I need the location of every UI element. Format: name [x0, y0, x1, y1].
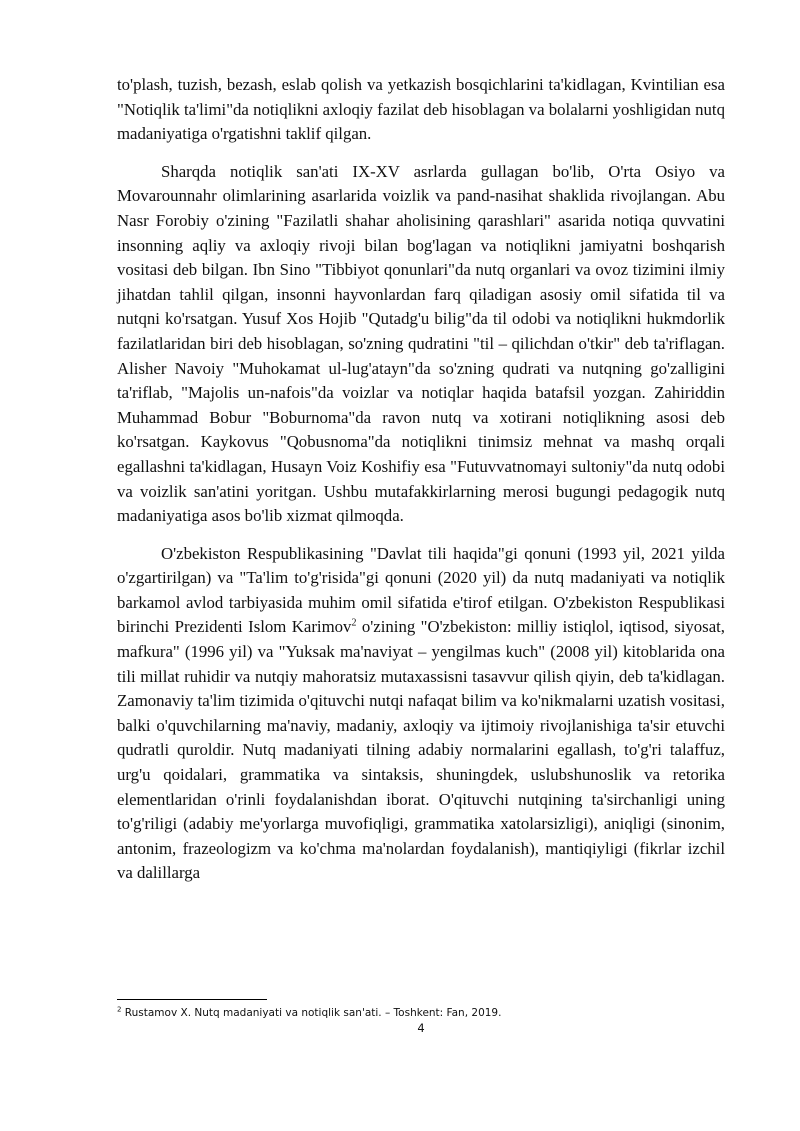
page-number: 4	[417, 1021, 425, 1035]
footnote-reference-mark[interactable]: 2	[351, 617, 357, 629]
body-text	[117, 73, 725, 899]
footnote-text: Rustamov X. Nutq madaniyati va notiqlik san'ati. – Toshkent: Fan, 2019.	[121, 1007, 502, 1019]
paragraph-uzbekistan-laws	[117, 542, 725, 886]
footnote	[117, 1006, 725, 1020]
footnote-mark: 2	[117, 1005, 122, 1014]
paragraph-continuation: to'plash, tuzish, bezash, eslab qolish va yetkazish bosqichlarini ta'kidlagan, Kvintilian esa "Notiqlik ta'limi"da notiqlikni axloqiy fazilat deb hisoblagan va bolalarni yoshligidan nutq madaniyatiga o'rgatishni taklif qilgan.	[117, 75, 725, 144]
footnote-separator	[117, 999, 267, 1000]
paragraph-text-after-ref: o'zining "O'zbekiston: milliy istiqlol, iqtisod, siyosat, mafkura" (1996 yil) va "Yuksak ma'naviyat – yengilmas kuch" (2008 yil) kitoblarida ona tili millat ruhidir va nutqiy mahoratsiz mutaxassisni tasavvur qilish qiyin, deb ta'kidlagan. Zamonaviy ta'lim tizimida o'qituvchi nutqi nafaqat bilim va ko'nikmalarni uzatish vositasi, balki o'quvchilarning ma'naviy, madaniy, axloqiy va ijtimoiy rivojlanishiga ta'sir etuvchi qudratli quroldir. Nutq madaniyati tilning adabiy normalarini egallash, to'g'ri talaffuz, urg'u qoidalari, grammatika va sintaksis, shuningdek, uslubshunoslik va retorika elementlaridan o'rinli foydalanishdan iborat. O'qituvchi nutqining ta'sirchanligi uning to'g'riligi (adabiy me'yorlarga muvofiqligi, grammatika xatolarsizligi), aniqligi (sinonim, antonim, frazeologizm va ko'chma ma'nolardan foydalanish), mantiqiyligi (fikrlar izchil va dalillarga	[117, 617, 726, 883]
paragraph-text-before-ref: O'zbekiston Respublikasining "Davlat tili haqida"gi qonuni (1993 yil, 2021 yilda o'zgartirilgan) va "Ta'lim to'g'risida"gi qonuni (2020 yil) da nutq madaniyati va notiqlik barkamol avlod tarbiyasida muhim omil sifatida e'tirof etilgan. O'zbekiston Respublikasi birinchi Prezidenti Islom Karimov	[117, 543, 725, 637]
paragraph-eastern-oratory: Sharqda notiqlik san'ati IX-XV asrlarda gullagan bo'lib, O'rta Osiyo va Movarounnahr olimlarining asarlarida voizlik va pand-nasihat shaklida rivojlangan. Abu Nasr Forobiy o'zining "Fazilatli shahar aholisining qarashlari" asarida notiqa quvvatini insonning aqliy va axloqiy rivoji bilan bog'lagan va notiqlikni jamiyatni boshqarish vositasi deb bilgan. Ibn Sino "Tibbiyot qonunlari"da nutq organlari va ovoz tizimini ilmiy jihatdan tahlil qilgan, insonni hayvonlardan farq qiladigan asosiy omil sifatida til va nutqni ko'rsatgan. Yusuf Xos Hojib "Qutadg'u bilig"da til odobi va notiqlikni hukmdorlik fazilatlaridan biri deb hisoblagan, so'zning qudratini "til – qilichdan o'tkir" deb ta'riflagan. Alisher Navoiy "Muhokamat ul-lug'atayn"da so'zning qudrati va nutqning go'zalligini ta'riflab, "Majolis un-nafois"da voizlar va notiqlar haqida batafsil yozgan. Zahiriddin Muhammad Bobur "Boburnoma"da ravon nutq va xotirani notiqlikning asosi deb ko'rsatgan. Kaykovus "Qobusnoma"da notiqlikni tinimsiz mehnat va mashq orqali egallashni ta'kidlagan, Husayn Voiz Koshifiy esa "Futuvvatnomayi sultoniy"da nutq odobi va voizlik san'atini yoritgan. Ushbu mutafakkirlarning merosi bugungi pedagogik nutq madaniyatiga asos bo'lib xizmat qilmoqda.	[117, 161, 725, 526]
